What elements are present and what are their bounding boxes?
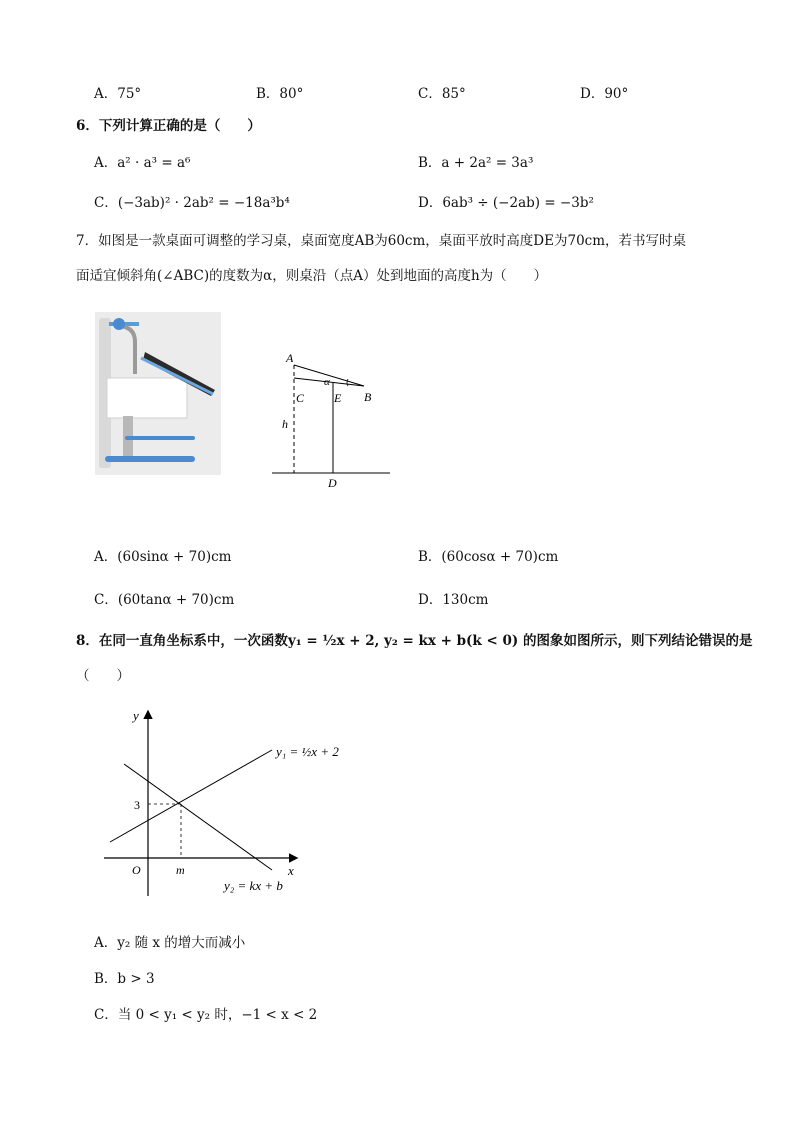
q7-option-c: C．(60tanα + 70)cm xyxy=(94,592,235,608)
q5-option-d: D．90° xyxy=(580,86,629,102)
point-c-label: C xyxy=(296,391,305,405)
angle-alpha-label: α xyxy=(324,376,330,388)
q7-option-a: A．(60sinα + 70)cm xyxy=(94,549,232,565)
q5-option-b: B．80° xyxy=(256,86,304,102)
q8-stem-line2: （ ） xyxy=(76,668,130,684)
line-y2 xyxy=(124,764,272,870)
q7-option-b: B．(60cosα + 70)cm xyxy=(418,549,559,565)
point-a-label: A xyxy=(286,351,294,365)
x-axis-label: x xyxy=(288,863,294,878)
angle-arc xyxy=(347,379,348,386)
q8-option-b: B．b > 3 xyxy=(94,971,155,987)
x-tick-m: m xyxy=(176,863,185,877)
q7-option-d: D．130cm xyxy=(418,592,489,608)
q6-option-b: B．a + 2a² = 3a³ xyxy=(418,155,534,171)
q6-option-a: A．a² · a³ = a⁶ xyxy=(94,155,191,171)
origin-label: O xyxy=(132,863,141,877)
point-e-label: E xyxy=(334,391,342,405)
q6-stem: 6．下列计算正确的是（ ） xyxy=(76,118,261,134)
q5-option-c: C．85° xyxy=(418,86,466,102)
y-axis-label: y xyxy=(133,708,139,723)
q5-option-a: A．75° xyxy=(94,86,142,102)
point-b-label: B xyxy=(364,390,372,404)
point-d-label: D xyxy=(328,476,337,490)
desk-geometry-diagram xyxy=(268,345,398,493)
linear-functions-graph xyxy=(96,706,366,902)
q6-option-c: C．(−3ab)² · 2ab² = −18a³b⁴ xyxy=(94,195,290,211)
line-y1-label: y₁ = ½x + 2 xyxy=(276,744,339,759)
q6-option-d: D．6ab³ ÷ (−2ab) = −3b² xyxy=(418,195,594,211)
line-y2-label: y₂ = kx + b xyxy=(224,878,283,893)
y-tick-3: 3 xyxy=(134,798,140,812)
line-y1 xyxy=(110,750,272,842)
q8-option-a: A．y₂ 随 x 的增大而减小 xyxy=(94,935,246,951)
height-h-label: h xyxy=(282,417,288,431)
q7-stem-line1: 7．如图是一款桌面可调整的学习桌，桌面宽度AB为60cm，桌面平放时高度DE为70cm，若书写时桌 xyxy=(76,233,687,249)
q8-stem-line1: 8．在同一直角坐标系中，一次函数y₁ = ½x + 2, y₂ = kx + b(k < 0) 的图象如图所示，则下列结论错误的是 xyxy=(76,633,753,649)
q7-stem-line2: 面适宜倾斜角(∠ABC)的度数为α，则桌沿（点A）处到地面的高度h为（ ） xyxy=(76,268,548,284)
q8-option-c: C．当 0 < y₁ < y₂ 时，−1 < x < 2 xyxy=(94,1007,318,1023)
desk-photo xyxy=(95,312,221,475)
